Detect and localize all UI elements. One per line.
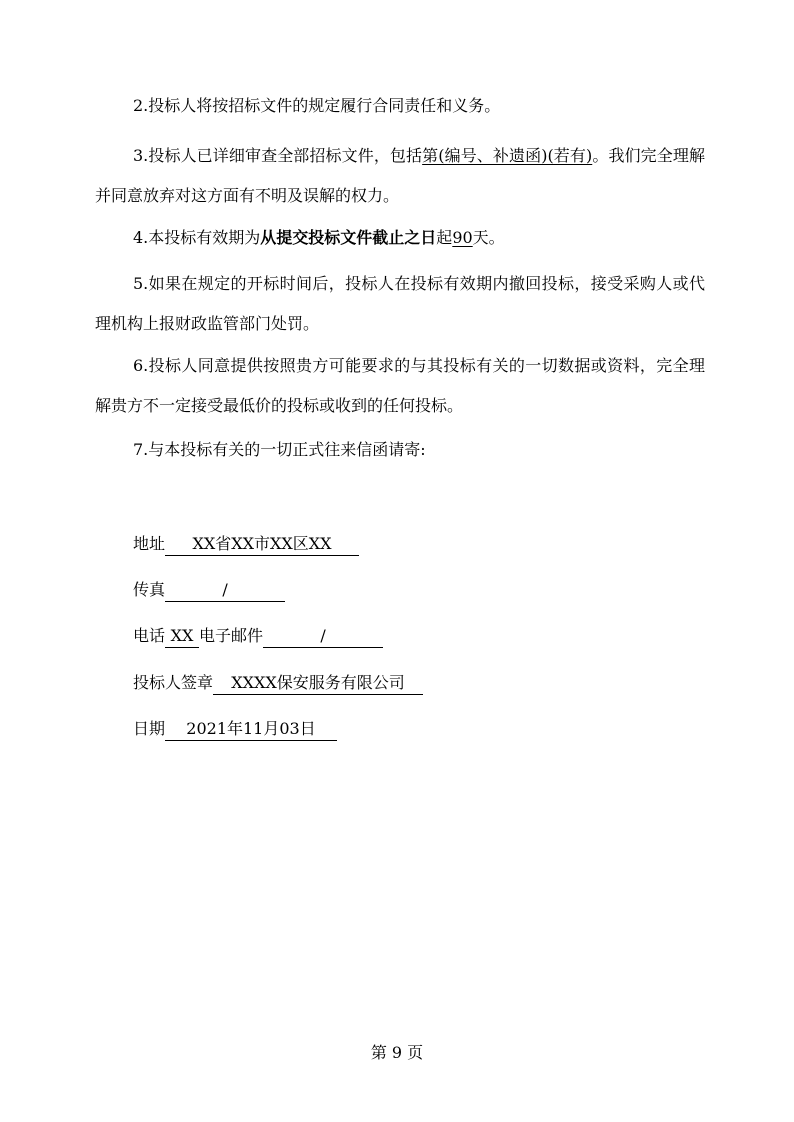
clause-7-text: 7.与本投标有关的一切正式往来信函请寄: [133, 440, 426, 459]
email-field: / [263, 625, 383, 648]
date-line [133, 717, 337, 741]
signature-field: XXXX保安服务有限公司 [213, 672, 423, 695]
address-field: XX省XX市XX区XX [165, 533, 359, 556]
clause-4-validity-days: 90 [452, 228, 473, 247]
clause-2 [95, 86, 705, 126]
clause-3 [95, 136, 705, 216]
clause-5-text: 5.如果在规定的开标时间后，投标人在投标有效期内撤回投标，接受采购人或代理机构上报财政监管部门处罚。 [95, 274, 705, 333]
phone-email-line [133, 624, 383, 648]
clause-3-text-before: 3.投标人已详细审查全部招标文件，包括 [133, 146, 423, 165]
clause-3-text-after: 。我们完全理解并同意放弃对这方面有不明及误解的权力。 [95, 146, 705, 205]
address-line [133, 532, 359, 556]
clause-6-text: 6.投标人同意提供按照贵方可能要求的与其投标有关的一切数据或资料，完全理解贵方不一定接受最低价的投标或收到的任何投标。 [95, 356, 705, 415]
clause-7 [95, 430, 705, 470]
date-field: 2021年11月03日 [165, 718, 337, 741]
clause-5 [95, 264, 705, 344]
clause-3-underlined-reference: 第(编号、补遗函)(若有) [422, 146, 593, 165]
address-label: 地址 [133, 534, 166, 553]
fax-field: / [165, 579, 285, 602]
signature-line [133, 671, 423, 695]
clause-4 [95, 218, 705, 258]
fax-line [133, 578, 285, 602]
fax-label: 传真 [133, 580, 166, 599]
phone-label: 电话 [133, 626, 166, 645]
clause-4-text-before: 4.本投标有效期为 [133, 228, 261, 247]
email-label: 电子邮件 [199, 626, 264, 645]
clause-2-text: 2.投标人将按招标文件的规定履行合同责任和义务。 [133, 96, 501, 115]
page-number: 第 9 页 [370, 1043, 424, 1062]
date-label: 日期 [133, 719, 166, 738]
clause-4-text-middle: 起 [436, 228, 453, 247]
clause-4-bold-text: 从提交投标文件截止之日 [260, 228, 437, 247]
clause-4-text-after: 天。 [472, 228, 505, 247]
signature-label: 投标人签章 [133, 673, 214, 692]
clause-6 [95, 346, 705, 426]
phone-field: XX [165, 625, 199, 648]
